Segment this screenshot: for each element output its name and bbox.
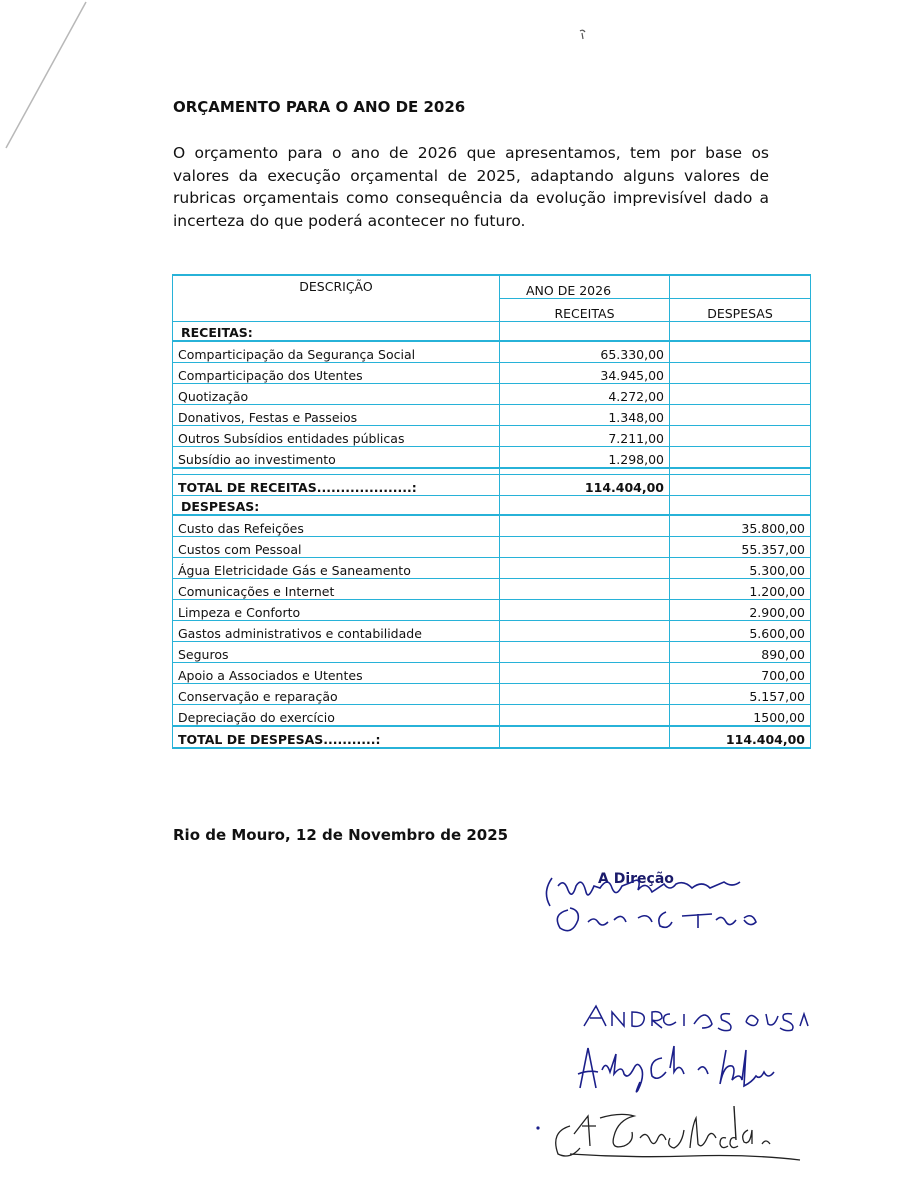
despesas-section-row xyxy=(173,496,811,516)
table-row xyxy=(173,558,811,579)
table-header-row xyxy=(173,275,811,299)
receita-value: 34.945,00 xyxy=(500,363,670,384)
despesa-label: Conservação e reparação xyxy=(173,684,500,705)
receita-label: Subsídio ao investimento xyxy=(173,447,500,469)
receita-label: Donativos, Festas e Passeios xyxy=(173,405,500,426)
table-row xyxy=(173,642,811,663)
receita-value: 1.298,00 xyxy=(500,447,670,469)
despesas-rows xyxy=(173,515,811,726)
total-despesas-value: 114.404,00 xyxy=(670,726,811,748)
document-title: ORÇAMENTO PARA O ANO DE 2026 xyxy=(173,98,466,116)
empty-cell xyxy=(670,496,811,516)
table-row xyxy=(173,426,811,447)
despesa-value: 1.200,00 xyxy=(670,579,811,600)
empty-cell xyxy=(670,475,811,496)
empty-cell xyxy=(500,579,670,600)
receita-value: 65.330,00 xyxy=(500,341,670,363)
despesa-label: Comunicações e Internet xyxy=(173,579,500,600)
despesa-value: 5.300,00 xyxy=(670,558,811,579)
receita-value: 7.211,00 xyxy=(500,426,670,447)
total-receitas-label: TOTAL DE RECEITAS....................: xyxy=(173,475,500,496)
despesa-value: 35.800,00 xyxy=(670,515,811,537)
empty-cell xyxy=(670,341,811,363)
header-description: DESCRIÇÃO xyxy=(173,275,500,322)
receita-label: Outros Subsídios entidades públicas xyxy=(173,426,500,447)
despesa-value: 55.357,00 xyxy=(670,537,811,558)
receita-value: 4.272,00 xyxy=(500,384,670,405)
despesa-label: Custo das Refeições xyxy=(173,515,500,537)
empty-cell xyxy=(500,600,670,621)
receitas-rows xyxy=(173,341,811,468)
signature-5 xyxy=(530,1104,810,1168)
empty-cell xyxy=(500,705,670,727)
signature-2 xyxy=(548,902,778,938)
despesa-value: 890,00 xyxy=(670,642,811,663)
empty-cell xyxy=(670,363,811,384)
intro-paragraph: O orçamento para o ano de 2026 que apresentamos, tem por base os valores da execução orçamental de 2025, adaptando alguns valores de rubricas orçamentais como consequência da evolução imprevisível dado a incerteza do que poderá acontecer no futuro. xyxy=(173,144,769,230)
despesas-section-label: DESPESAS: xyxy=(173,496,500,516)
empty-cell xyxy=(500,558,670,579)
header-empty xyxy=(670,275,811,299)
empty-cell xyxy=(500,684,670,705)
header-receitas: RECEITAS xyxy=(500,299,670,322)
empty-cell xyxy=(500,726,670,748)
total-despesas-label: TOTAL DE DESPESAS...........: xyxy=(173,726,500,748)
despesa-label: Água Eletricidade Gás e Saneamento xyxy=(173,558,500,579)
despesa-label: Limpeza e Conforto xyxy=(173,600,500,621)
direction-label: A Direção xyxy=(598,871,674,887)
empty-cell xyxy=(500,537,670,558)
despesa-label: Apoio a Associados e Utentes xyxy=(173,663,500,684)
despesa-value: 2.900,00 xyxy=(670,600,811,621)
empty-cell xyxy=(500,515,670,537)
despesa-label: Depreciação do exercício xyxy=(173,705,500,727)
despesa-value: 1500,00 xyxy=(670,705,811,727)
table-row xyxy=(173,579,811,600)
table-row xyxy=(173,384,811,405)
receitas-section-label: RECEITAS: xyxy=(173,322,500,342)
table-row xyxy=(173,363,811,384)
empty-cell xyxy=(500,621,670,642)
despesa-value: 5.600,00 xyxy=(670,621,811,642)
scan-speck xyxy=(578,28,590,42)
empty-cell xyxy=(670,447,811,469)
table-row xyxy=(173,537,811,558)
total-receitas-row xyxy=(173,475,811,496)
empty-cell xyxy=(500,496,670,516)
despesa-label: Seguros xyxy=(173,642,500,663)
header-despesas: DESPESAS xyxy=(670,299,811,322)
table-row xyxy=(173,405,811,426)
table-row xyxy=(173,341,811,363)
signature-3 xyxy=(580,1000,810,1034)
empty-cell xyxy=(500,322,670,342)
empty-cell xyxy=(500,663,670,684)
receitas-section-row xyxy=(173,322,811,342)
table-row xyxy=(173,515,811,537)
table-row xyxy=(173,663,811,684)
header-year: ANO DE 2026 xyxy=(500,275,670,299)
budget-table xyxy=(172,274,811,749)
receita-value: 1.348,00 xyxy=(500,405,670,426)
empty-cell xyxy=(670,426,811,447)
total-despesas-row xyxy=(173,726,811,748)
receita-label: Comparticipação dos Utentes xyxy=(173,363,500,384)
table-row xyxy=(173,705,811,727)
despesa-label: Custos com Pessoal xyxy=(173,537,500,558)
despesa-value: 700,00 xyxy=(670,663,811,684)
place-date: Rio de Mouro, 12 de Novembro de 2025 xyxy=(173,826,509,844)
table-row xyxy=(173,447,811,469)
despesa-value: 5.157,00 xyxy=(670,684,811,705)
table-row xyxy=(173,621,811,642)
empty-cell xyxy=(500,642,670,663)
signature-4 xyxy=(566,1040,816,1096)
receita-label: Comparticipação da Segurança Social xyxy=(173,341,500,363)
despesa-label: Gastos administrativos e contabilidade xyxy=(173,621,500,642)
empty-cell xyxy=(670,384,811,405)
table-row xyxy=(173,684,811,705)
empty-cell xyxy=(670,322,811,342)
receita-label: Quotização xyxy=(173,384,500,405)
scan-edge-mark xyxy=(0,0,90,160)
table-row xyxy=(173,600,811,621)
total-receitas-value: 114.404,00 xyxy=(500,475,670,496)
empty-cell xyxy=(670,405,811,426)
